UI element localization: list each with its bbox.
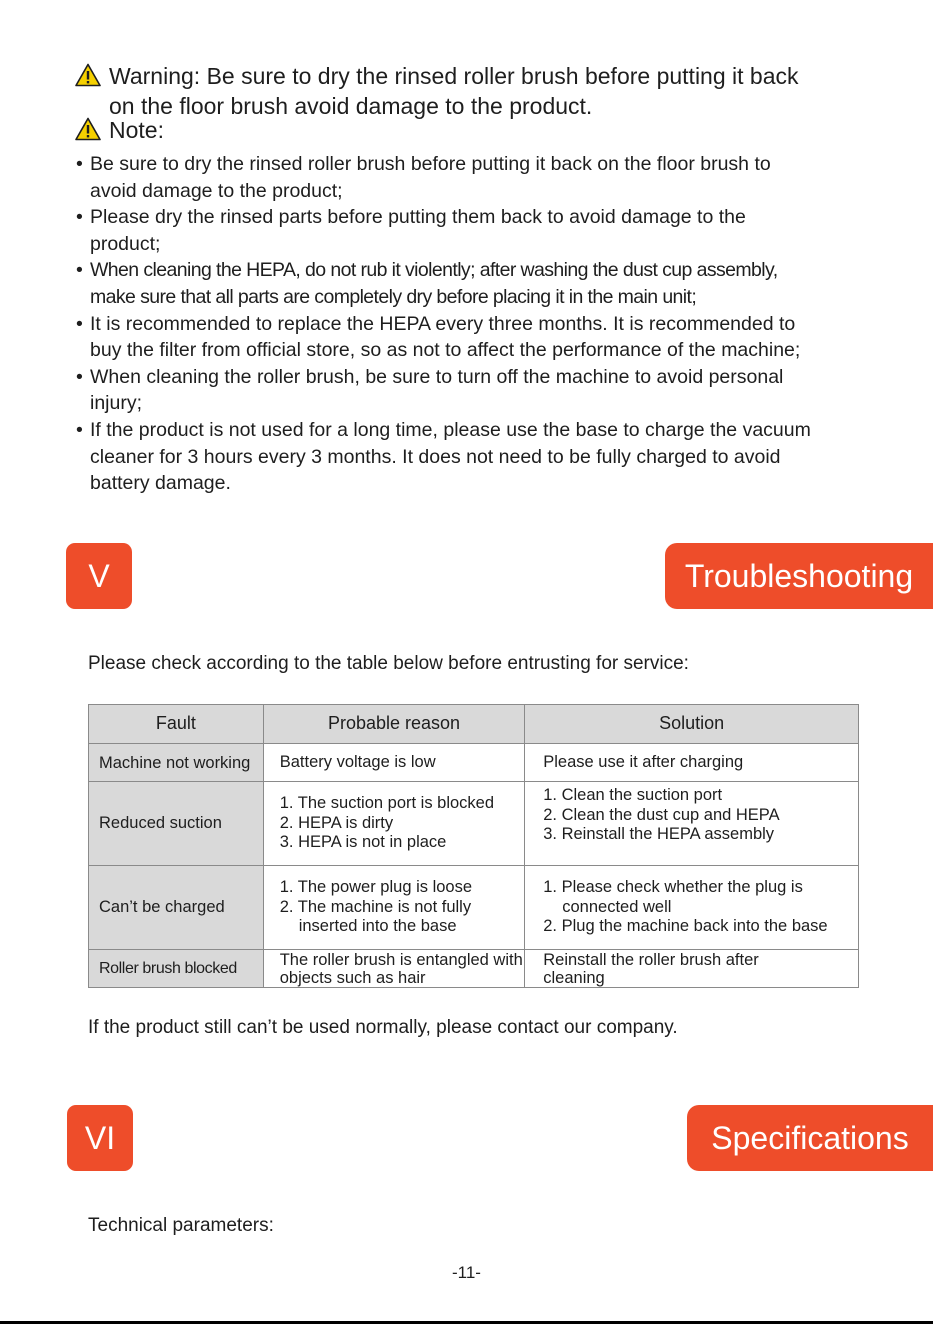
reason-item: 1. The power plug is loose bbox=[279, 878, 473, 897]
solution-item: 2. Plug the machine back into the base bbox=[543, 917, 828, 936]
bullet-text: Be sure to dry the rinsed roller brush before putting it back on the floor brush to bbox=[90, 153, 771, 175]
bullet-text: When cleaning the HEPA, do not rub it violently; after washing the dust cup assembly, bbox=[90, 259, 778, 282]
table-header-row bbox=[89, 705, 859, 744]
troubleshooting-footer: If the product still can’t be used normally, please contact our company. bbox=[88, 1017, 678, 1038]
note-bullet bbox=[76, 151, 906, 204]
section-title-troubleshooting: Troubleshooting bbox=[665, 543, 933, 609]
fault-cell: Can’t be charged bbox=[89, 866, 264, 950]
solution-item: 2. Clean the dust cup and HEPA bbox=[543, 805, 780, 824]
note-bullet bbox=[76, 204, 906, 257]
column-header-solution: Solution bbox=[525, 705, 859, 744]
solution-cell bbox=[525, 782, 859, 866]
solution-cell bbox=[525, 950, 859, 988]
note-bullet-list bbox=[76, 151, 906, 497]
bullet-dot: • bbox=[76, 206, 83, 229]
reason-cell bbox=[263, 866, 525, 950]
solution-cell bbox=[525, 744, 859, 782]
solution-item: 3. Reinstall the HEPA assembly bbox=[543, 825, 775, 843]
solution-item: 1. Please check whether the plug is connected well bbox=[543, 878, 803, 916]
fault-cell: Roller brush blocked bbox=[89, 950, 264, 988]
bullet-dot: • bbox=[76, 312, 83, 335]
note-bullet bbox=[76, 364, 906, 417]
reason-item: 3. HEPA is not in place bbox=[279, 833, 447, 852]
bullet-text: make sure that all parts are completely dry before placing it in the main unit; bbox=[90, 285, 697, 308]
note-bullet bbox=[76, 311, 906, 364]
reason-cell bbox=[263, 782, 525, 866]
reason-item: Battery voltage is low bbox=[279, 752, 436, 771]
bullet-dot: • bbox=[76, 418, 83, 441]
section-number-badge: VI bbox=[67, 1105, 133, 1171]
table-row bbox=[89, 744, 859, 782]
section-title-specifications: Specifications bbox=[687, 1105, 933, 1171]
bullet-text: If the product is not used for a long time, please use the base to charge the vacuum bbox=[90, 418, 811, 441]
note-bullet bbox=[76, 417, 906, 497]
bullet-dot: • bbox=[76, 365, 83, 388]
reason-item: 2. The machine is not fully inserted into the base bbox=[279, 897, 472, 936]
bullet-text: When cleaning the roller brush, be sure to turn off the machine to avoid personal bbox=[90, 365, 784, 388]
note-bullet bbox=[76, 257, 906, 310]
bullet-text: product; bbox=[90, 232, 161, 255]
table-row bbox=[89, 782, 859, 866]
reason-cell bbox=[263, 744, 525, 782]
bullet-text: buy the filter from official store, so as not to affect the performance of the machine; bbox=[90, 339, 801, 362]
reason-item: 2. HEPA is dirty bbox=[279, 813, 394, 832]
table-row bbox=[89, 950, 859, 988]
warning-icon bbox=[75, 63, 101, 87]
section-number-badge: V bbox=[66, 543, 132, 609]
column-header-fault: Fault bbox=[89, 705, 264, 744]
table-row bbox=[89, 866, 859, 950]
bullet-text: injury; bbox=[90, 392, 143, 415]
solution-item: Please use it after charging bbox=[543, 752, 744, 771]
page-number: -11- bbox=[452, 1263, 481, 1282]
bullet-text: Please dry the rinsed parts before putting them back to avoid damage to the bbox=[90, 206, 746, 229]
bullet-text: cleaner for 3 hours every 3 months. It does not need to be fully charged to avoid bbox=[90, 445, 781, 468]
column-header-reason: Probable reason bbox=[263, 705, 525, 744]
solution-cell bbox=[525, 866, 859, 950]
reason-cell bbox=[263, 950, 525, 988]
reason-item: The roller brush is entangled with objects such as hair bbox=[279, 950, 523, 987]
troubleshooting-intro: Please check according to the table below before entrusting for service: bbox=[88, 653, 689, 674]
troubleshooting-table bbox=[88, 704, 859, 988]
warning-icon bbox=[75, 117, 101, 141]
bullet-text: battery damage. bbox=[90, 472, 231, 495]
bullet-dot: • bbox=[76, 153, 83, 175]
bullet-text: avoid damage to the product; bbox=[90, 179, 343, 202]
note-label: Note: bbox=[109, 117, 164, 143]
specifications-intro: Technical parameters: bbox=[88, 1215, 274, 1236]
warning-text-line2: on the floor brush avoid damage to the product. bbox=[109, 93, 593, 119]
solution-item: Reinstall the roller brush after cleaning bbox=[543, 950, 759, 987]
bullet-dot: • bbox=[76, 259, 83, 282]
warning-text-line1: Warning: Be sure to dry the rinsed roller brush before putting it back bbox=[109, 63, 799, 89]
bullet-text: It is recommended to replace the HEPA every three months. It is recommended to bbox=[90, 312, 796, 335]
solution-item: 1. Clean the suction port bbox=[543, 786, 723, 804]
reason-item: 1. The suction port is blocked bbox=[279, 794, 495, 813]
fault-cell: Machine not working bbox=[89, 744, 264, 782]
fault-cell: Reduced suction bbox=[89, 782, 264, 866]
